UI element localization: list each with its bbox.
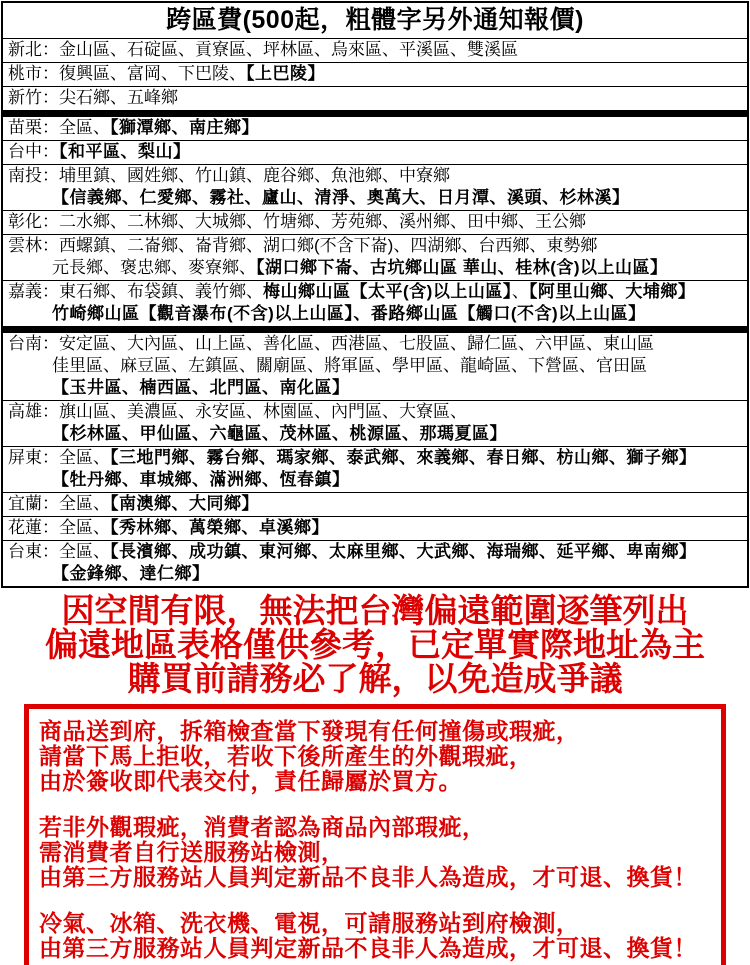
table-row	[3, 164, 747, 210]
cross-region-fee-table	[1, 1, 749, 588]
warning-paragraph-appliances	[39, 911, 713, 961]
row-line	[8, 493, 747, 515]
warning-paragraph-internal	[39, 815, 713, 890]
area-list-emphasized: 【長濱鄉、成功鎮、東河鄉、太麻里鄉、大武鄉、海瑞鄉、延平鄉、卑南鄉】	[110, 542, 697, 561]
area-list: 佳里區、麻豆區、左鎮區、關廟區、將軍區、學甲區、龍崎區、下營區、官田區	[52, 356, 647, 375]
area-list-emphasized: 【金鋒鄉、達仁鄉】	[52, 564, 210, 583]
row-line	[8, 141, 747, 163]
fee-table-body	[3, 38, 747, 586]
table-row	[3, 492, 747, 516]
warning-paragraph-exterior	[39, 719, 713, 794]
region-label: 宜蘭：	[8, 494, 59, 513]
area-list: 全區、	[59, 494, 110, 513]
row-line	[8, 281, 747, 303]
area-list-emphasized: 【和平區、梨山】	[59, 142, 191, 161]
area-list: 東石鄉、布袋鎮、義竹鄉、	[59, 282, 263, 301]
area-list-emphasized: 【上巴陵】	[246, 64, 325, 83]
row-line	[8, 87, 747, 109]
region-label: 南投：	[8, 166, 59, 185]
area-list-emphasized: 【阿里山鄉、大埔鄉】	[528, 282, 696, 301]
row-line-continuation	[8, 563, 747, 585]
row-line-continuation	[8, 469, 747, 491]
area-list-emphasized: 【玉井區、楠西區、北門區、南化區】	[52, 378, 350, 397]
region-label: 屏東：	[8, 448, 59, 467]
table-row	[3, 280, 747, 326]
notice-line: 因空間有限，無法把台灣偏遠範圍逐筆列出	[61, 592, 689, 629]
row-line	[8, 117, 747, 139]
inspection-warning-box	[24, 704, 726, 965]
region-label: 桃市：	[8, 64, 59, 83]
row-line-continuation	[8, 303, 747, 325]
table-row	[3, 446, 747, 492]
row-line	[8, 541, 747, 563]
area-list: 全區、	[59, 448, 110, 467]
area-list: 二水鄉、二林鄉、大城鄉、竹塘鄉、芳苑鄉、溪州鄉、田中鄉、王公鄉	[59, 212, 586, 231]
table-row	[3, 62, 747, 86]
area-list: 、	[511, 282, 529, 301]
region-label: 苗栗：	[8, 118, 59, 137]
region-label: 台南：	[8, 334, 59, 353]
region-label: 彰化：	[8, 212, 59, 231]
table-title: 跨區費(500起，粗體字另外通知報價)	[166, 6, 584, 34]
row-line	[8, 63, 747, 85]
area-list-emphasized: 【三地門鄉、霧台鄉、瑪家鄉、泰武鄉、來義鄉、春日鄉、枋山鄉、獅子鄉】	[110, 448, 697, 467]
area-list: 金山區、石碇區、貢寮區、坪林區、烏來區、平溪區、雙溪區	[59, 40, 518, 59]
warning-line: 需消費者自行送服務站檢測，	[39, 839, 345, 865]
region-label: 台中：	[8, 142, 59, 161]
region-label: 台東：	[8, 542, 59, 561]
notice-line: 偏遠地區表格僅供參考，已定單實際地址為主	[45, 626, 705, 663]
region-label: 花蓮：	[8, 518, 59, 537]
table-row	[3, 516, 747, 540]
area-list-emphasized: 【湖口鄉下崙、古坑鄉山區 華山、桂林(含)以上山區】	[256, 258, 668, 277]
area-list-emphasized: 【信義鄉、仁愛鄉、霧社、廬山、清淨、奧萬大、日月潭、溪頭、杉林溪】	[52, 188, 630, 207]
area-list: 全區、	[59, 542, 110, 561]
region-label: 嘉義：	[8, 282, 59, 301]
warning-line: 請當下馬上拒收，若收下後所產生的外觀瑕疵，	[39, 743, 533, 769]
row-line	[8, 235, 747, 257]
table-row	[3, 234, 747, 280]
area-list: 西螺鎮、二崙鄉、崙背鄉、湖口鄉(不含下崙)、四湖鄉、台西鄉、東勢鄉	[59, 236, 598, 255]
warning-line: 由於簽收即代表交付，責任歸屬於買方。	[39, 768, 462, 794]
area-list-emphasized: 梅山鄉山區【太平(含)以上山區】	[263, 282, 512, 301]
area-list: 埔里鎮、國姓鄉、竹山鎮、鹿谷鄉、魚池鄉、中寮鄉	[59, 166, 450, 185]
area-list-emphasized: 竹崎鄉山區【觀音瀑布(不含)以上山區】、番路鄉山區【觸口(不含)以上山區】	[52, 304, 646, 323]
row-line	[8, 447, 747, 469]
row-line	[8, 517, 747, 539]
table-row	[3, 332, 747, 400]
table-row	[3, 38, 747, 62]
region-label: 雲林：	[8, 236, 59, 255]
region-label: 新北：	[8, 40, 59, 59]
area-list-emphasized: 【南澳鄉、大同鄉】	[110, 494, 259, 513]
notice-line: 購買前請務必了解，以免造成爭議	[127, 660, 623, 697]
warning-line: 冷氣、冰箱、洗衣機、電視，可請服務站到府檢測，	[39, 910, 580, 936]
area-list: 旗山區、美濃區、永安區、林園區、內門區、大寮區、	[59, 402, 467, 421]
area-list: 元長鄉、褒忠鄉、麥寮鄉、	[52, 258, 256, 277]
row-line	[8, 401, 747, 423]
row-line	[8, 211, 747, 233]
region-label: 新竹：	[8, 88, 59, 107]
warning-line: 商品送到府，拆箱檢查當下發現有任何撞傷或瑕疵，	[39, 718, 580, 744]
table-row	[3, 140, 747, 164]
area-list-emphasized: 【獅潭鄉、南庄鄉】	[110, 118, 259, 137]
area-list-emphasized: 【牡丹鄉、車城鄉、滿洲鄉、恆春鎮】	[52, 470, 350, 489]
row-line-continuation	[8, 423, 747, 445]
row-line-continuation	[8, 257, 747, 279]
area-list: 全區、	[59, 118, 110, 137]
warning-line: 由第三方服務站人員判定新品不良非人為造成，才可退、換貨！	[39, 864, 697, 890]
table-row	[3, 400, 747, 446]
area-list: 安定區、大內區、山上區、善化區、西港區、七股區、歸仁區、六甲區、東山區	[59, 334, 654, 353]
row-line-continuation	[8, 187, 747, 209]
warning-line: 若非外觀瑕疵，消費者認為商品內部瑕疵，	[39, 814, 486, 840]
table-row	[3, 540, 747, 586]
remote-area-notice	[0, 594, 750, 696]
row-line	[8, 165, 747, 187]
table-row	[3, 86, 747, 110]
warning-line: 由第三方服務站人員判定新品不良非人為造成，才可退、換貨！	[39, 935, 697, 961]
row-line	[8, 39, 747, 61]
table-row	[3, 210, 747, 234]
region-label: 高雄：	[8, 402, 59, 421]
area-list: 復興區、富岡、下巴陵、	[59, 64, 246, 83]
area-list-emphasized: 【杉林區、甲仙區、六龜區、茂林區、桃源區、那瑪夏區】	[52, 424, 507, 443]
area-list: 全區、	[59, 518, 110, 537]
row-line	[8, 333, 747, 355]
row-line-continuation	[8, 355, 747, 377]
row-line-continuation	[8, 377, 747, 399]
area-list-emphasized: 【秀林鄉、萬榮鄉、卓溪鄉】	[110, 518, 329, 537]
area-list: 尖石鄉、五峰鄉	[59, 88, 178, 107]
table-row	[3, 116, 747, 140]
